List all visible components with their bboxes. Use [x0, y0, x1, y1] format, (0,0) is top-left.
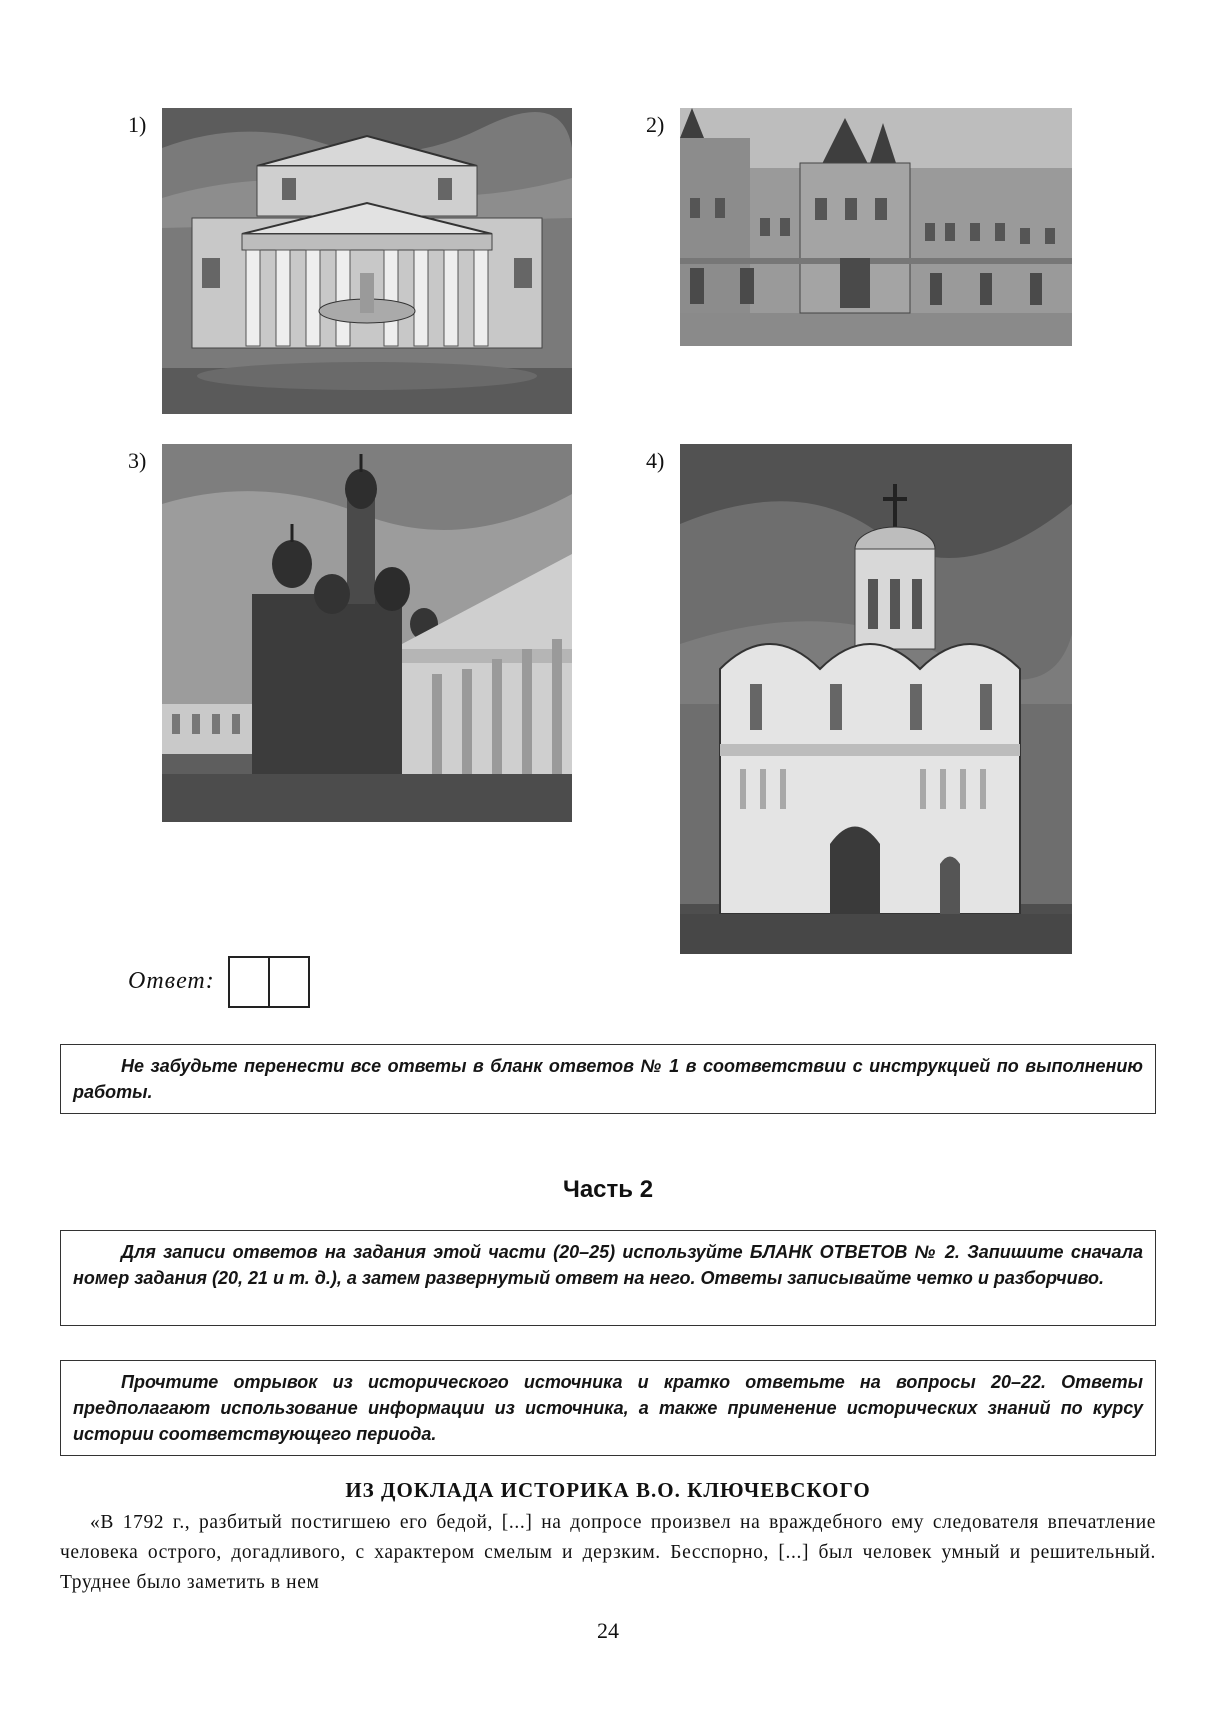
transfer-answers-notice-text: Не забудьте перенести все ответы в бланк ответов № 1 в соответствии с инструкцией по выполнению работы. — [73, 1056, 1143, 1102]
photo-demetrius-cathedral — [680, 444, 1072, 954]
transfer-answers-notice — [60, 1044, 1156, 1114]
answer-label: Ответ: — [128, 968, 215, 994]
answer-box-1[interactable] — [228, 956, 270, 1008]
part-2-title: Часть 2 — [562, 1176, 654, 1203]
source-text — [60, 1508, 1156, 1598]
part-2-instruction — [60, 1230, 1156, 1326]
photo-gum-building — [680, 108, 1072, 346]
figure-label-2: 2) — [646, 112, 665, 137]
figure-label-1: 1) — [128, 112, 147, 137]
figure-label-3: 3) — [128, 448, 147, 473]
answer-box-2[interactable] — [268, 956, 310, 1008]
source-title: ИЗ ДОКЛАДА ИСТОРИКА В.О. КЛЮЧЕВСКОГО — [345, 1478, 871, 1502]
page-number: 24 — [597, 1618, 619, 1643]
part-2-instruction-text: Для записи ответов на задания этой части (20–25) используйте БЛАНК ОТВЕТОВ № 2. Запишите сначала номер задания (20, 21 и т. д.), а затем развернутый ответ на него. Ответы записывайте четко и разборчиво. — [73, 1242, 1143, 1288]
task-intro-text: Прочтите отрывок из исторического источника и кратко ответьте на вопросы 20–22. Ответы предполагают использование информации из источника, а также применение исторических знаний по курсу истории соответствующего периода. — [73, 1372, 1143, 1444]
photo-bolshoi-theatre — [162, 108, 572, 414]
photo-savior-on-blood — [162, 444, 572, 822]
figure-label-4: 4) — [646, 448, 665, 473]
task-intro — [60, 1360, 1156, 1456]
source-text-body: «В 1792 г., разбитый постигшею его бедой, [...] на допросе произвел на враждебного ему следователя впечатление человека острого, догадливого, с характером смелым и дерзким. Бесспорно, [...] был человек умный и решительный. Труднее было заметить в нем — [60, 1512, 1156, 1593]
